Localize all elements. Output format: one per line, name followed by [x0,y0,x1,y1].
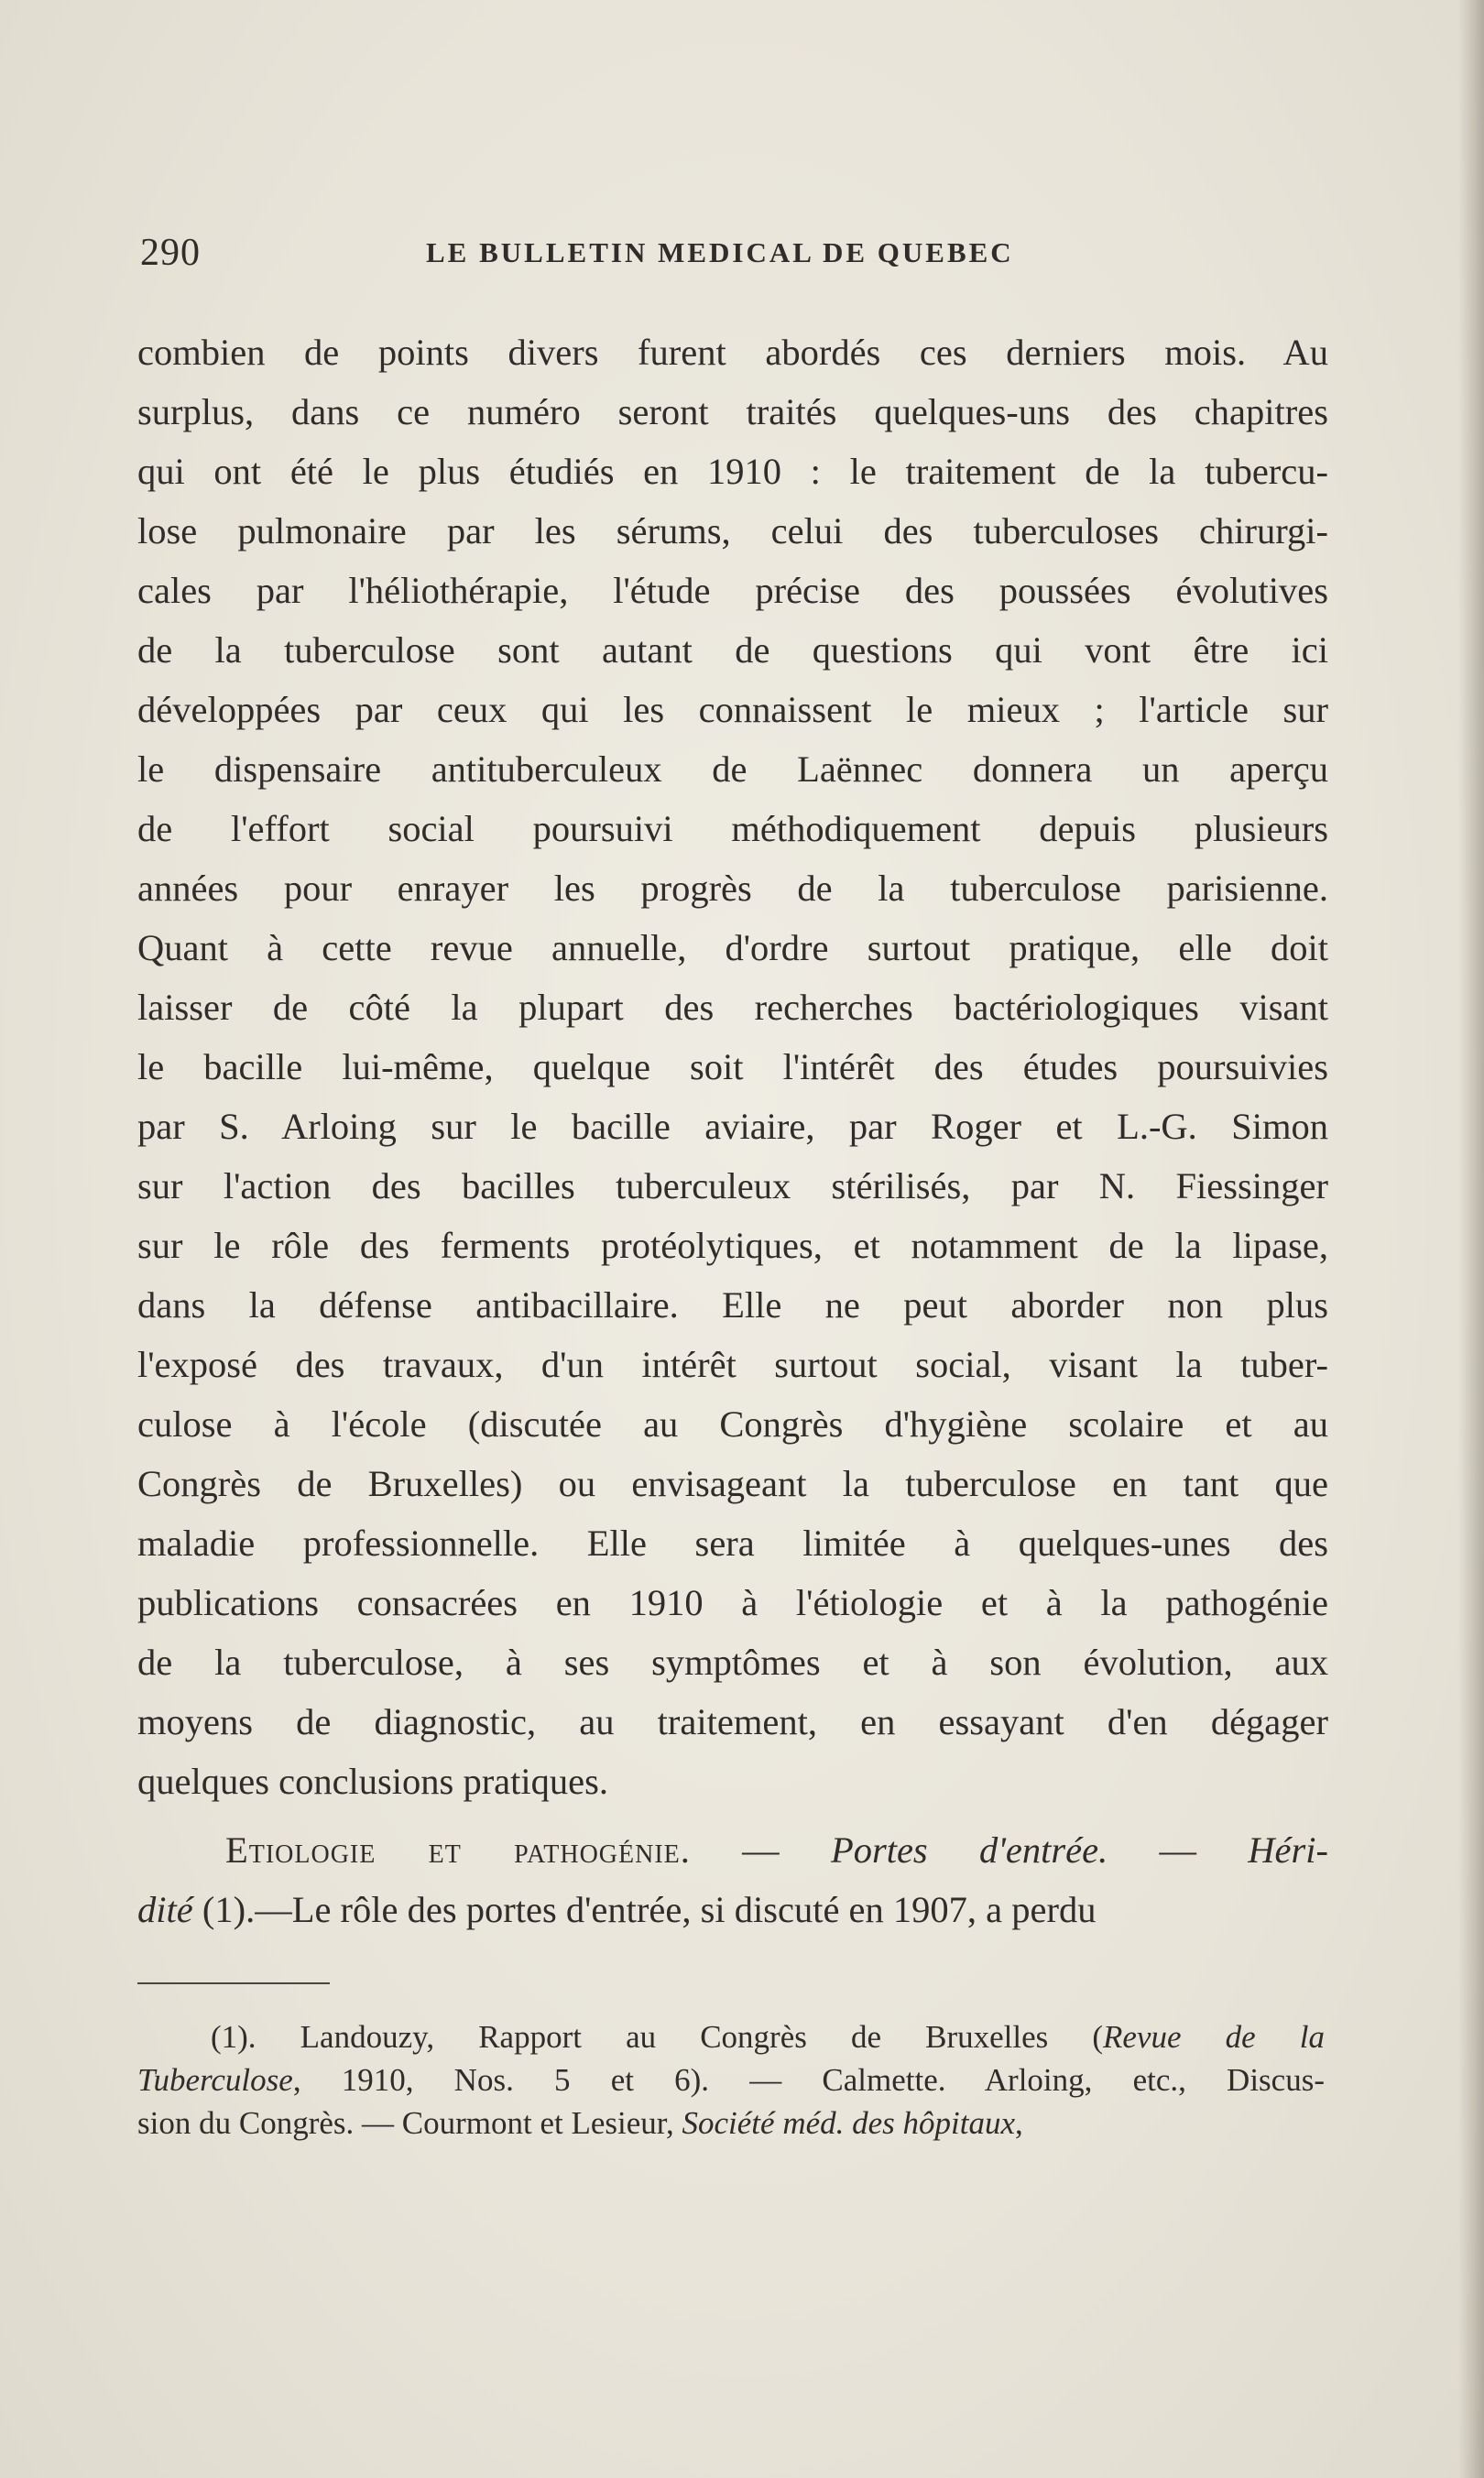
footnote-divider [137,1982,330,1984]
subheading-heredite: Héri- [1248,1829,1328,1871]
footnote-line [137,2015,1325,2058]
text-line [137,1880,1328,1939]
subheading-portes: Portes d'entrée. [830,1829,1108,1871]
text-line: de la tuberculose, à ses symptômes et à son évolution, aux [137,1642,1328,1683]
text-line: surplus, dans ce numéro seront traités quelques-uns des chapitres [137,391,1328,432]
text-line: culose à l'école (discutée au Congrès d'hygiène scolaire et au [137,1403,1328,1445]
body-text [137,322,1328,1939]
text-line: lose pulmonaire par les sérums, celui des tuberculoses chirurgi- [137,510,1328,551]
text-line: années pour enrayer les progrès de la tuberculose parisienne. [137,868,1328,909]
paragraph-2 [137,1820,1328,1939]
footnote-line [137,2058,1325,2101]
footnote-text: sion du Congrès. — Courmont et Lesieur, [137,2105,682,2141]
text-line: Quant à cette revue annuelle, d'ordre surtout pratique, elle doit [137,927,1328,968]
text-line: le bacille lui-même, quelque soit l'intérêt des études poursuivies [137,1046,1328,1087]
footnote-text: (1). Landouzy, Rapport au Congrès de Bruxelles ( [211,2019,1104,2055]
text-line: moyens de diagnostic, au traitement, en essayant d'en dégager [137,1701,1328,1742]
text-line: sur l'action des bacilles tuberculeux stérilisés, par N. Fiessinger [137,1165,1328,1206]
text-line: Congrès de Bruxelles) ou envisageant la tuberculose en tant que [137,1463,1328,1504]
journal-title: Tuberculose [137,2062,293,2098]
dash: — [690,1829,831,1871]
footnote [137,2015,1325,2145]
subheading-heredite-end: dité [137,1889,193,1930]
page-header [140,229,1340,284]
page-number: 290 [140,232,201,274]
text-line: sur le rôle des ferments protéolytiques, et notamment de la lipase, [137,1225,1328,1266]
running-title: LE BULLETIN MEDICAL DE QUEBEC [426,236,1014,268]
text-line: quelques conclusions pratiques. [137,1761,609,1802]
footnote-text: , [1015,2105,1023,2141]
text-line: maladie professionnelle. Elle sera limitée à quelques-unes des [137,1523,1328,1564]
footnote-text: , 1910, Nos. 5 et 6). — Calmette. Arloing, etc., Discus- [292,2062,1325,2098]
section-heading: Etiologie et pathogénie. [225,1829,691,1871]
text-line: développées par ceux qui les connaissent le mieux ; l'article sur [137,689,1328,730]
text-line: dans la défense antibacillaire. Elle ne peut aborder non plus [137,1284,1328,1326]
text-line: qui ont été le plus étudiés en 1910 : le traitement de la tubercu- [137,451,1328,492]
text-line: laisser de côté la plupart des recherches bactériologiques visant [137,987,1328,1028]
text-line: de l'effort social poursuivi méthodiquement depuis plusieurs [137,808,1328,849]
text-run: (1).—Le rôle des portes d'entrée, si discuté en 1907, a perdu [192,1889,1097,1930]
text-line: par S. Arloing sur le bacille aviaire, par Roger et L.-G. Simon [137,1106,1328,1147]
text-line: cales par l'héliothérapie, l'étude précise des poussées évolutives [137,570,1328,611]
journal-title: Revue de la [1103,2019,1325,2055]
text-line: le dispensaire antituberculeux de Laënnec donnera un aperçu [137,748,1328,790]
text-line: de la tuberculose sont autant de questions qui vont être ici [137,629,1328,671]
dash: — [1108,1829,1249,1871]
footnote-line [137,2101,1325,2145]
text-line: l'exposé des travaux, d'un intérêt surtout social, visant la tuber- [137,1344,1328,1385]
page-edge-shadow [1458,0,1484,2478]
text-line [137,1820,1328,1880]
text-line: combien de points divers furent abordés ces derniers mois. Au [137,332,1328,373]
paragraph-1 [137,322,1328,1811]
journal-title: Société méd. des hôpitaux [682,2105,1016,2141]
text-line: publications consacrées en 1910 à l'étiologie et à la pathogénie [137,1582,1328,1623]
